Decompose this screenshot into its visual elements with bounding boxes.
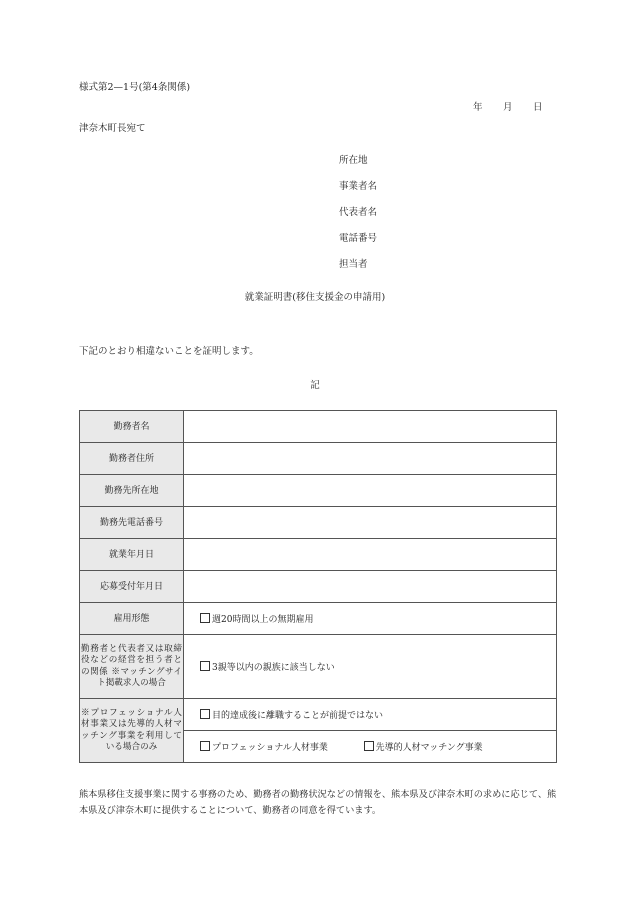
workplace-phone-field[interactable] — [184, 507, 557, 539]
relation-label: 勤務者と代表者又は取締役などの経営を担う者との関係 ※マッチングサイト掲載求人の場合 — [80, 635, 184, 699]
date-year: 年 — [473, 102, 483, 113]
form-number: 様式第2—1号(第4条関係) — [79, 82, 191, 93]
relation-option: 3親等以内の親族に該当しない — [212, 663, 335, 673]
application-date-label: 応募受付年月日 — [80, 571, 184, 603]
applicant-phone-label: 電話番号 — [339, 233, 378, 244]
date-month: 月 — [503, 102, 513, 113]
table-row — [80, 507, 557, 539]
checkbox-icon[interactable] — [200, 741, 210, 751]
checkbox-icon[interactable] — [200, 709, 210, 719]
table-row — [80, 571, 557, 603]
certificate-table — [79, 410, 557, 763]
worker-address-field[interactable] — [184, 443, 557, 475]
employment-date-field[interactable] — [184, 539, 557, 571]
employment-type-label: 雇用形態 — [80, 603, 184, 635]
certification-statement: 下記のとおり相違ないことを証明します。 — [79, 346, 259, 357]
table-row — [80, 539, 557, 571]
worker-name-label: 勤務者名 — [80, 411, 184, 443]
checkbox-icon[interactable] — [364, 741, 374, 751]
professional-option-2: プロフェッショナル人材事業 — [212, 743, 328, 753]
workplace-address-label: 勤務先所在地 — [80, 475, 184, 507]
applicant-address-label: 所在地 — [339, 155, 368, 166]
employment-type-option: 週20時間以上の無期雇用 — [212, 615, 314, 625]
checkbox-icon[interactable] — [200, 613, 210, 623]
table-row — [80, 699, 557, 731]
table-row — [80, 443, 557, 475]
date-day: 日 — [533, 102, 543, 113]
professional-field-2 — [184, 731, 557, 763]
table-row — [80, 603, 557, 635]
professional-option-1: 目的達成後に離職することが前提ではない — [212, 711, 384, 721]
employment-date-label: 就業年月日 — [80, 539, 184, 571]
professional-field-1 — [184, 699, 557, 731]
table-row — [80, 475, 557, 507]
applicant-representative-label: 代表者名 — [339, 207, 378, 218]
document-title: 就業証明書(移住支援金の申請用) — [244, 292, 386, 303]
worker-address-label: 勤務者住所 — [80, 443, 184, 475]
relation-field — [184, 635, 557, 699]
addressee: 津奈木町長宛て — [79, 123, 146, 134]
professional-option-3: 先導的人材マッチング事業 — [375, 743, 483, 753]
workplace-phone-label: 勤務先電話番号 — [80, 507, 184, 539]
consent-paragraph: 熊本県移住支援事業に関する事務のため、勤務者の勤務状況などの情報を、熊本県及び津奈木町の求めに応じて、熊本県及び津奈木町に提供することについて、勤務者の同意を得ています。 — [79, 789, 557, 816]
applicant-person-in-charge-label: 担当者 — [339, 259, 368, 270]
table-row — [80, 411, 557, 443]
checkbox-icon[interactable] — [200, 661, 210, 671]
applicant-business-name-label: 事業者名 — [339, 181, 378, 192]
application-date-field[interactable] — [184, 571, 557, 603]
workplace-address-field[interactable] — [184, 475, 557, 507]
table-row — [80, 635, 557, 699]
worker-name-field[interactable] — [184, 411, 557, 443]
employment-type-field — [184, 603, 557, 635]
date-line — [473, 102, 543, 114]
professional-label: ※プロフェッショナル人材事業又は先導的人材マッチング事業を利用している場合のみ — [80, 699, 184, 763]
ki-heading: 記 — [310, 380, 320, 391]
